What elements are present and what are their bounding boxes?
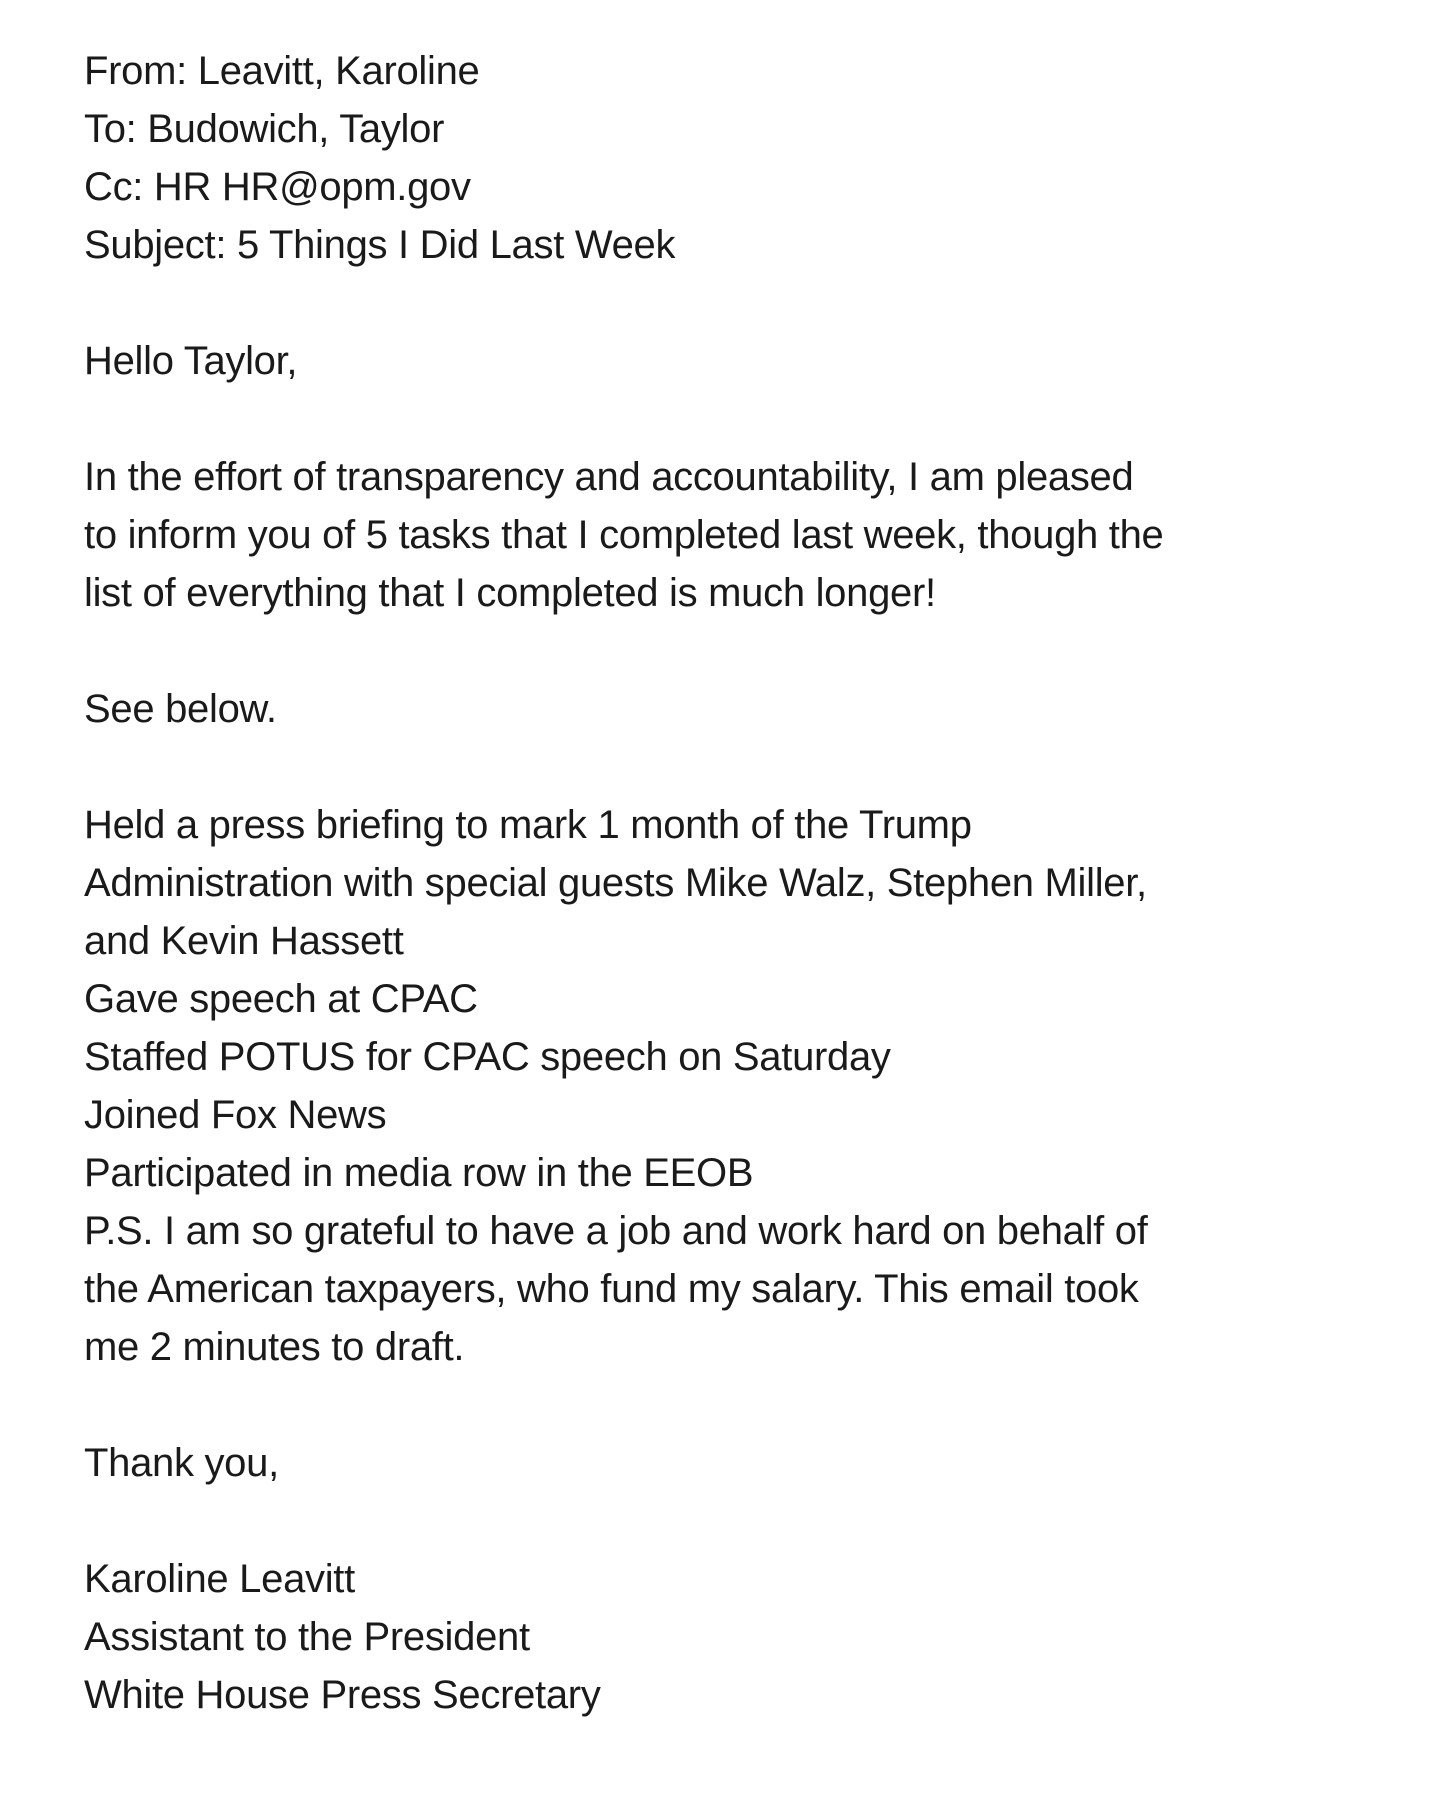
blank-line bbox=[84, 622, 1410, 680]
postscript-line: P.S. I am so grateful to have a job and work hard on behalf of bbox=[84, 1209, 1148, 1253]
blank-line bbox=[84, 1492, 1410, 1550]
body-line: to inform you of 5 tasks that I completed last week, though the bbox=[84, 513, 1164, 557]
task-list-line: Administration with special guests Mike Walz, Stephen Miller, bbox=[84, 861, 1147, 905]
blank-line bbox=[84, 390, 1410, 448]
task-list-line: Participated in media row in the EEOB bbox=[84, 1151, 754, 1195]
body-line: See below. bbox=[84, 687, 277, 731]
header-cc: Cc: HR HR@opm.gov bbox=[84, 165, 471, 209]
blank-line bbox=[84, 738, 1410, 796]
task-list-line: Joined Fox News bbox=[84, 1093, 387, 1137]
task-list-line: Held a press briefing to mark 1 month of the Trump bbox=[84, 803, 972, 847]
header-subject: Subject: 5 Things I Did Last Week bbox=[84, 223, 676, 267]
signature-name: Karoline Leavitt bbox=[84, 1557, 355, 1601]
postscript-line: the American taxpayers, who fund my salary. This email took bbox=[84, 1267, 1139, 1311]
task-list-line: Staffed POTUS for CPAC speech on Saturday bbox=[84, 1035, 891, 1079]
signature-title-2: White House Press Secretary bbox=[84, 1673, 601, 1717]
closing: Thank you, bbox=[84, 1441, 279, 1485]
greeting: Hello Taylor, bbox=[84, 339, 298, 383]
task-list-line: and Kevin Hassett bbox=[84, 919, 404, 963]
body-line: list of everything that I completed is much longer! bbox=[84, 571, 936, 615]
header-to: To: Budowich, Taylor bbox=[84, 107, 445, 151]
task-list-line: Gave speech at CPAC bbox=[84, 977, 478, 1021]
body-line: In the effort of transparency and accountability, I am pleased bbox=[84, 455, 1134, 499]
blank-line bbox=[84, 1376, 1410, 1434]
blank-line bbox=[84, 274, 1410, 332]
signature-title-1: Assistant to the President bbox=[84, 1615, 530, 1659]
header-from: From: Leavitt, Karoline bbox=[84, 49, 480, 93]
postscript-line: me 2 minutes to draft. bbox=[84, 1325, 465, 1369]
